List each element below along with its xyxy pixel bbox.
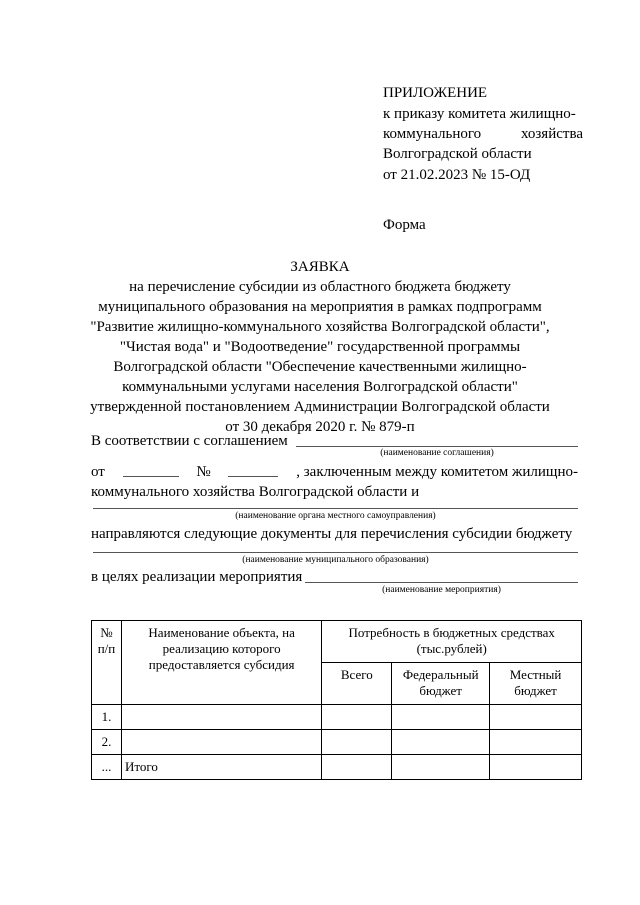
decree-line-2a: коммунального xyxy=(383,126,482,142)
row-name[interactable] xyxy=(121,730,321,755)
row-local[interactable] xyxy=(490,705,582,730)
form-label: Форма xyxy=(383,217,426,233)
title-line: на перечисление субсидии из областного бюджета бюджету xyxy=(129,279,511,295)
from-line xyxy=(91,462,578,482)
col-header-total: Всего xyxy=(322,663,392,705)
decree-line-2b: хозяйства xyxy=(520,126,583,142)
row-total[interactable] xyxy=(322,755,392,780)
col-header-num: № п/п xyxy=(92,621,122,705)
committee-line: коммунального хозяйства Волгоградской области и xyxy=(91,484,420,500)
row-local[interactable] xyxy=(490,755,582,780)
municipality-hint: (наименование муниципального образования) xyxy=(242,555,429,565)
row-federal[interactable] xyxy=(392,730,490,755)
table-total-row xyxy=(92,755,582,780)
agreement-blank[interactable] xyxy=(296,445,578,447)
row-federal[interactable] xyxy=(392,705,490,730)
row-federal[interactable] xyxy=(392,755,490,780)
subsidy-table xyxy=(91,620,582,780)
table-row xyxy=(92,705,582,730)
col-header-local: Местный бюджет xyxy=(490,663,582,705)
decree-line-2 xyxy=(383,124,583,144)
row-local[interactable] xyxy=(490,730,582,755)
col-header-federal: Федеральный бюджет xyxy=(392,663,490,705)
agreement-prefix: В соответствии с соглашением xyxy=(91,433,288,449)
agreement-hint: (наименование соглашения) xyxy=(380,448,494,458)
appendix-heading: ПРИЛОЖЕНИЕ xyxy=(383,85,488,101)
title-heading: ЗАЯВКА xyxy=(290,259,350,275)
from-word: от xyxy=(91,464,105,480)
purpose-prefix: в целях реализации мероприятия xyxy=(91,569,303,585)
documents-line: направляются следующие документы для перечисления субсидии бюджету xyxy=(91,526,573,542)
title-line: утвержденной постановлением Администрации Волгоградской области xyxy=(90,399,550,415)
row-num: 2. xyxy=(92,730,122,755)
title-line: "Развитие жилищно-коммунального хозяйства Волгоградской области", xyxy=(90,319,550,335)
table-header-row xyxy=(92,621,582,663)
col-header-name: Наименование объекта, на реализацию которого предоставляется субсидия xyxy=(121,621,321,705)
event-blank[interactable] xyxy=(305,581,578,583)
title-line: от 30 декабря 2020 г. № 879-п xyxy=(225,419,415,435)
local-gov-hint: (наименование органа местного самоуправления) xyxy=(235,511,436,521)
title-line: "Чистая вода" и "Водоотведение" государственной программы xyxy=(119,339,521,355)
title-line: муниципального образования на мероприятия в рамках подпрограмм xyxy=(98,299,542,315)
title-line: коммунальными услугами населения Волгоградской области" xyxy=(122,379,518,395)
row-num: ... xyxy=(92,755,122,780)
row-total[interactable] xyxy=(322,730,392,755)
decree-date: от 21.02.2023 № 15-ОД xyxy=(383,167,531,183)
local-gov-blank[interactable] xyxy=(93,507,578,509)
row-name[interactable] xyxy=(121,705,321,730)
document-title xyxy=(60,257,580,437)
title-line: Волгоградской области "Обеспечение качественными жилищно- xyxy=(113,359,527,375)
concluded-text: , заключенным между комитетом жилищно- xyxy=(296,464,578,480)
date-blank[interactable] xyxy=(123,462,179,477)
col-header-need: Потребность в бюджетных средствах (тыс.рублей) xyxy=(322,621,582,663)
table-row xyxy=(92,730,582,755)
decree-line-3: Волгоградской области xyxy=(383,146,532,162)
decree-reference xyxy=(383,104,583,164)
number-sign: № xyxy=(196,464,211,480)
decree-line-1: к приказу комитета жилищно- xyxy=(383,106,576,122)
row-num: 1. xyxy=(92,705,122,730)
number-blank[interactable] xyxy=(228,462,278,477)
row-total[interactable] xyxy=(322,705,392,730)
event-hint: (наименование мероприятия) xyxy=(382,585,501,595)
row-name: Итого xyxy=(121,755,321,780)
municipality-blank[interactable] xyxy=(93,551,578,553)
